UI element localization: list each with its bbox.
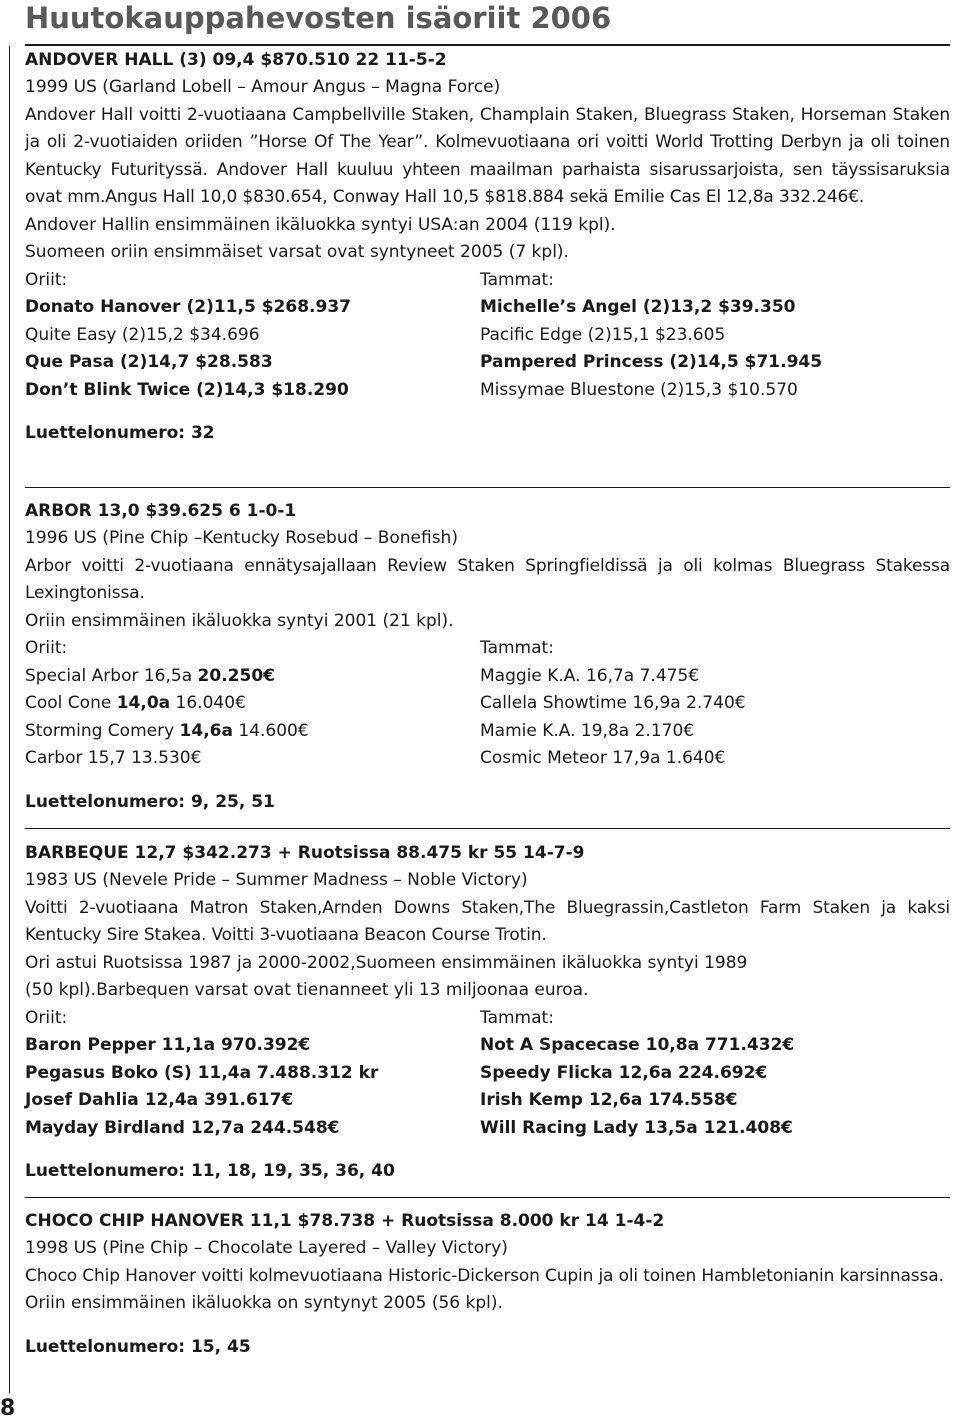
- offspring-stallion: Quite Easy (2)15,2 $34.696: [25, 324, 260, 345]
- offspring-header-row: [25, 267, 950, 295]
- stallion-earnings: 14.600€: [232, 720, 309, 741]
- offspring-header-row: [25, 1005, 950, 1033]
- stallion-name: Storming Comery: [25, 720, 180, 741]
- offspring-mare: Will Racing Lady 13,5a 121.408€: [480, 1117, 793, 1138]
- offspring-row: [25, 1115, 950, 1143]
- offspring-mare: Pampered Princess (2)14,5 $71.945: [480, 352, 823, 372]
- section-divider: [25, 828, 950, 829]
- offspring-row: [25, 1032, 950, 1060]
- offspring-mare: Pacific Edge (2)15,1 $23.605: [480, 324, 726, 345]
- mares-label: Tammat:: [480, 269, 554, 290]
- stallion-section-choco-chip-hanover: [25, 1208, 950, 1361]
- catalog-number: Luettelonumero: 32: [25, 423, 215, 443]
- first-crop-line: Oriin ensimmäinen ikäluokka syntyi 2001 (21 kpl).: [25, 610, 454, 631]
- offspring-grid: [25, 1005, 950, 1143]
- pedigree-line: 1999 US (Garland Lobell – Amour Angus – Magna Force): [25, 77, 501, 97]
- stallion-heading: ARBOR 13,0 $39.625 6 1-0-1: [25, 501, 297, 521]
- margin-rule: [9, 46, 10, 1393]
- pedigree-line: 1996 US (Pine Chip –Kentucky Rosebud – Bonefish): [25, 528, 458, 548]
- first-crop-line: Oriin ensimmäinen ikäluokka on syntynyt 2005 (56 kpl).: [25, 1293, 503, 1313]
- stallion-earnings: 16.040€: [170, 693, 246, 713]
- section-divider: [25, 487, 950, 488]
- offspring-stallion: Mayday Birdland 12,7a 244.548€: [25, 1117, 340, 1138]
- offspring-stallion: Baron Pepper 11,1a 970.392€: [25, 1035, 311, 1055]
- stallion-earnings: 20.250€: [197, 665, 275, 686]
- offspring-stallion: Don’t Blink Twice (2)14,3 $18.290: [25, 379, 349, 400]
- catalog-number: Luettelonumero: 11, 18, 19, 35, 36, 40: [25, 1161, 395, 1181]
- offspring-mare: Mamie K.A. 19,8a 2.170€: [480, 720, 695, 741]
- title-rule: [25, 44, 950, 46]
- stallion-section-andover-hall: [25, 47, 950, 447]
- page-number: 8: [0, 1396, 16, 1421]
- offspring-stallion: Que Pasa (2)14,7 $28.583: [25, 352, 273, 372]
- stallion-heading: BARBEQUE 12,7 $342.273 + Ruotsissa 88.475 kr 55 14-7-9: [25, 843, 585, 863]
- offspring-mare: Speedy Flicka 12,6a 224.692€: [480, 1062, 768, 1083]
- stallion-record: 14,6a: [179, 720, 233, 741]
- offspring-row: [25, 377, 950, 405]
- offspring-row: [25, 690, 950, 718]
- offspring-row: [25, 718, 950, 746]
- section-divider: [25, 1197, 950, 1198]
- stallion-section-arbor: [25, 498, 950, 816]
- stallions-label: Oriit:: [25, 1007, 68, 1028]
- first-crop-line: Andover Hallin ensimmäinen ikäluokka syntyi USA:an 2004 (119 kpl).: [25, 214, 616, 235]
- offspring-mare: Not A Spacecase 10,8a 771.432€: [480, 1035, 795, 1055]
- offspring-row: [25, 745, 950, 773]
- description-paragraph: Andover Hall voitti 2-vuotiaana Campbellville Staken, Champlain Staken, Bluegrass Staken, Horseman Staken ja oli 2-vuotiaiden oriiden ”Horse Of The Year”. Kolmevuotiaana ori voitti World Trotting Derbyn ja oli toinen Kentucky Futurityssä. Andover Hall kuuluu yhteen maailman parhaista sisarussarjoista, sen täyssisaruksia ovat mm.Angus Hall 10,0 $830.654, Conway Hall 10,5 $818.884 sekä Emilie Cas El 12,8a 332.246€.: [25, 104, 950, 207]
- offspring-stallion: Donato Hanover (2)11,5 $268.937: [25, 297, 351, 317]
- offspring-row: [25, 294, 950, 322]
- offspring-stallion: Josef Dahlia 12,4a 391.617€: [25, 1090, 294, 1110]
- offspring-mare: Cosmic Meteor 17,9a 1.640€: [480, 748, 726, 768]
- pedigree-line: 1998 US (Pine Chip – Chocolate Layered – Valley Victory): [25, 1238, 508, 1258]
- stallion-heading: CHOCO CHIP HANOVER 11,1 $78.738 + Ruotsissa 8.000 kr 14 1-4-2: [25, 1211, 665, 1231]
- offspring-grid: [25, 267, 950, 405]
- offspring-row: [25, 663, 950, 691]
- description-paragraph: Choco Chip Hanover voitti kolmevuotiaana Historic-Dickerson Cupin ja oli toinen Hambletonianin karsinnassa.: [25, 1265, 944, 1286]
- offspring-grid: [25, 635, 950, 773]
- earnings-line: (50 kpl).Barbequen varsat ovat tienanneet yli 13 miljoonaa euroa.: [25, 980, 589, 1000]
- pedigree-line: 1983 US (Nevele Pride – Summer Madness – Noble Victory): [25, 870, 528, 890]
- offspring-row: [25, 349, 950, 377]
- catalog-number: Luettelonumero: 15, 45: [25, 1336, 251, 1357]
- stallion-record: 14,0a: [116, 693, 171, 713]
- catalog-number: Luettelonumero: 9, 25, 51: [25, 791, 275, 812]
- description-paragraph: Voitti 2-vuotiaana Matron Staken,Arnden Downs Staken,The Bluegrassin,Castleton Farm Staken ja kaksi Kentucky Sire Stakea. Voitti 3-vuotiaana Beacon Course Trotin.: [25, 897, 950, 945]
- offspring-mare: Missymae Bluestone (2)15,3 $10.570: [480, 379, 798, 400]
- offspring-stallion: Pegasus Boko (S) 11,4a 7.488.312 kr: [25, 1062, 379, 1083]
- offspring-stallion: [25, 690, 246, 718]
- sweden-crop-line: Ori astui Ruotsissa 1987 ja 2000-2002,Suomeen ensimmäinen ikäluokka syntyi 1989: [25, 952, 748, 973]
- stallion-heading: ANDOVER HALL (3) 09,4 $870.510 22 11-5-2: [25, 50, 447, 70]
- offspring-row: [25, 1087, 950, 1115]
- stallion-name: Cool Cone: [25, 693, 117, 713]
- stallions-label: Oriit:: [25, 269, 68, 290]
- offspring-stallion: Carbor 15,7 13.530€: [25, 748, 202, 768]
- mares-label: Tammat:: [480, 638, 554, 658]
- offspring-stallion: [25, 718, 309, 746]
- description-paragraph: Arbor voitti 2-vuotiaana ennätysajallaan Review Staken Springfieldissä ja oli kolmas Bluegrass Stakessa Lexingtonissa.: [25, 555, 950, 603]
- finland-crop-line: Suomeen oriin ensimmäiset varsat ovat syntyneet 2005 (7 kpl).: [25, 242, 569, 262]
- offspring-row: [25, 322, 950, 350]
- stallion-section-barbeque: [25, 840, 950, 1185]
- offspring-mare: Irish Kemp 12,6a 174.558€: [480, 1090, 738, 1110]
- stallion-name: Special Arbor 16,5a: [25, 665, 198, 686]
- offspring-header-row: [25, 635, 950, 663]
- page-title: Huutokauppahevosten isäoriit 2006: [25, 1, 612, 35]
- mares-label: Tammat:: [480, 1007, 554, 1028]
- offspring-mare: Maggie K.A. 16,7a 7.475€: [480, 665, 700, 686]
- offspring-row: [25, 1060, 950, 1088]
- offspring-stallion: [25, 663, 275, 691]
- offspring-mare: Callela Showtime 16,9a 2.740€: [480, 693, 746, 713]
- stallions-label: Oriit:: [25, 638, 68, 658]
- offspring-mare: Michelle’s Angel (2)13,2 $39.350: [480, 297, 796, 317]
